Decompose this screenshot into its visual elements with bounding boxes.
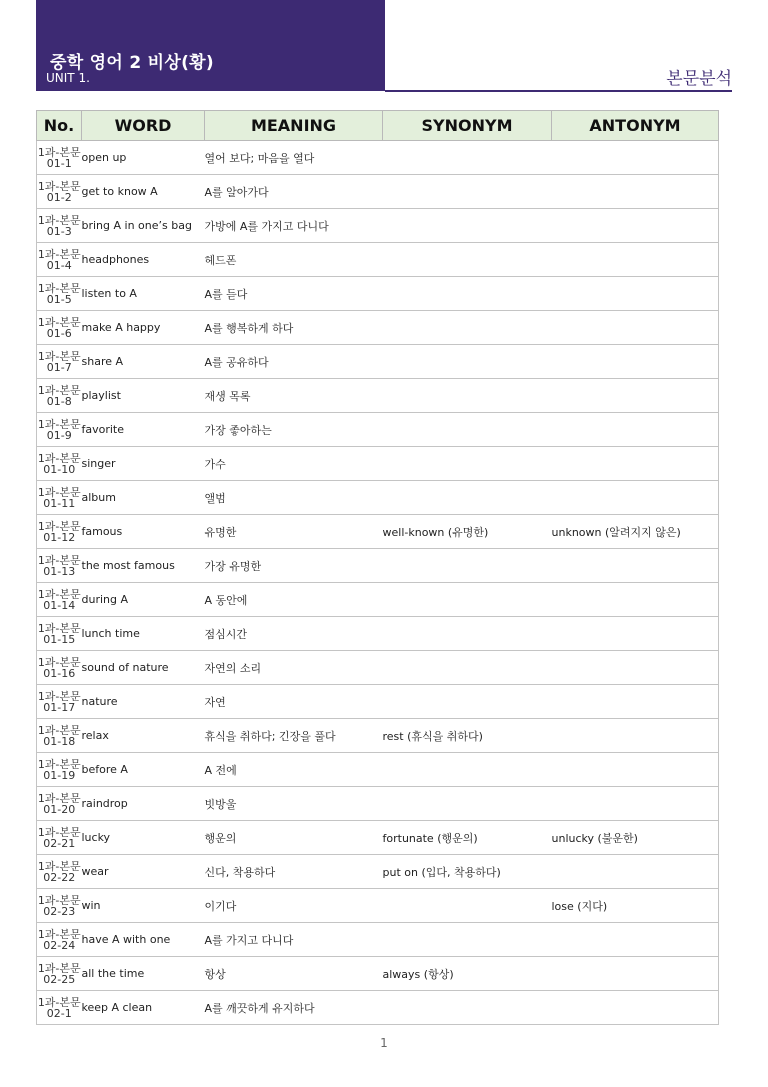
row-lesson-label: 1과-본문 bbox=[37, 213, 81, 227]
row-index-label: 01-3 bbox=[46, 224, 72, 238]
table-row bbox=[37, 855, 719, 889]
row-index-label: 01-1 bbox=[46, 156, 72, 170]
synonym-cell bbox=[383, 991, 552, 1025]
meaning-cell: 항상 bbox=[205, 957, 383, 991]
meaning-cell: A를 듣다 bbox=[205, 277, 383, 311]
meaning-cell: A 전에 bbox=[205, 753, 383, 787]
row-index-label: 01-13 bbox=[43, 564, 76, 578]
row-index-label: 01-7 bbox=[46, 360, 72, 374]
row-index-label: 02-22 bbox=[43, 870, 76, 884]
meaning-cell: A를 가지고 다니다 bbox=[205, 923, 383, 957]
antonym-cell bbox=[552, 923, 719, 957]
column-header-meaning: MEANING bbox=[205, 111, 383, 141]
table-row bbox=[37, 923, 719, 957]
meaning-cell: 행운의 bbox=[205, 821, 383, 855]
column-header-antonym: ANTONYM bbox=[552, 111, 719, 141]
meaning-cell: 앨범 bbox=[205, 481, 383, 515]
row-lesson-label: 1과-본문 bbox=[37, 587, 81, 601]
meaning-cell: 유명한 bbox=[205, 515, 383, 549]
word-cell: listen to A bbox=[82, 277, 205, 311]
synonym-cell bbox=[383, 583, 552, 617]
header-divider bbox=[385, 90, 732, 92]
antonym-cell: unlucky (불운한) bbox=[552, 821, 719, 855]
row-number-cell bbox=[37, 413, 82, 447]
table-row bbox=[37, 889, 719, 923]
word-cell: have A with one bbox=[82, 923, 205, 957]
row-index-label: 01-2 bbox=[46, 190, 72, 204]
row-lesson-label: 1과-본문 bbox=[37, 281, 81, 295]
table-row bbox=[37, 685, 719, 719]
meaning-cell: 이기다 bbox=[205, 889, 383, 923]
row-lesson-label: 1과-본문 bbox=[37, 383, 81, 397]
meaning-cell: 가수 bbox=[205, 447, 383, 481]
row-index-label: 01-19 bbox=[43, 768, 76, 782]
table-row bbox=[37, 413, 719, 447]
vocabulary-table bbox=[36, 110, 719, 1025]
table-body bbox=[37, 141, 719, 1025]
row-index-label: 02-23 bbox=[43, 904, 76, 918]
antonym-cell bbox=[552, 583, 719, 617]
meaning-cell: A를 알아가다 bbox=[205, 175, 383, 209]
antonym-cell bbox=[552, 209, 719, 243]
table-row bbox=[37, 379, 719, 413]
table-row bbox=[37, 175, 719, 209]
row-lesson-label: 1과-본문 bbox=[37, 315, 81, 329]
antonym-cell bbox=[552, 311, 719, 345]
antonym-cell bbox=[552, 753, 719, 787]
antonym-cell bbox=[552, 991, 719, 1025]
antonym-cell bbox=[552, 345, 719, 379]
antonym-cell bbox=[552, 617, 719, 651]
meaning-cell: A 동안에 bbox=[205, 583, 383, 617]
meaning-cell: 자연 bbox=[205, 685, 383, 719]
word-cell: bring A in one’s bag bbox=[82, 209, 205, 243]
table-row bbox=[37, 991, 719, 1025]
word-cell: lunch time bbox=[82, 617, 205, 651]
table-row bbox=[37, 617, 719, 651]
table-row bbox=[37, 957, 719, 991]
row-number-cell bbox=[37, 923, 82, 957]
table-header-row bbox=[37, 111, 719, 141]
row-lesson-label: 1과-본문 bbox=[37, 961, 81, 975]
row-number-cell bbox=[37, 345, 82, 379]
antonym-cell bbox=[552, 719, 719, 753]
row-index-label: 01-4 bbox=[46, 258, 72, 272]
row-index-label: 01-11 bbox=[43, 496, 76, 510]
word-cell: wear bbox=[82, 855, 205, 889]
row-lesson-label: 1과-본문 bbox=[37, 995, 81, 1009]
synonym-cell bbox=[383, 277, 552, 311]
synonym-cell: well-known (유명한) bbox=[383, 515, 552, 549]
synonym-cell bbox=[383, 447, 552, 481]
table-row bbox=[37, 753, 719, 787]
row-number-cell bbox=[37, 515, 82, 549]
synonym-cell bbox=[383, 175, 552, 209]
row-index-label: 02-25 bbox=[43, 972, 76, 986]
table-row bbox=[37, 549, 719, 583]
meaning-cell: A를 공유하다 bbox=[205, 345, 383, 379]
word-cell: keep A clean bbox=[82, 991, 205, 1025]
row-number-cell bbox=[37, 685, 82, 719]
meaning-cell: 가방에 A를 가지고 다니다 bbox=[205, 209, 383, 243]
meaning-cell: 재생 목록 bbox=[205, 379, 383, 413]
table-row bbox=[37, 209, 719, 243]
synonym-cell bbox=[383, 685, 552, 719]
word-cell: during A bbox=[82, 583, 205, 617]
word-cell: favorite bbox=[82, 413, 205, 447]
unit-label: UNIT 1. bbox=[46, 71, 90, 85]
antonym-cell: lose (지다) bbox=[552, 889, 719, 923]
row-lesson-label: 1과-본문 bbox=[37, 417, 81, 431]
row-number-cell bbox=[37, 991, 82, 1025]
synonym-cell: fortunate (행운의) bbox=[383, 821, 552, 855]
row-lesson-label: 1과-본문 bbox=[37, 791, 81, 805]
table-row bbox=[37, 243, 719, 277]
row-lesson-label: 1과-본문 bbox=[37, 927, 81, 941]
document-title: 중학 영어 2 비상(황) bbox=[50, 53, 214, 73]
row-number-cell bbox=[37, 821, 82, 855]
synonym-cell bbox=[383, 617, 552, 651]
word-cell: all the time bbox=[82, 957, 205, 991]
synonym-cell: rest (휴식을 취하다) bbox=[383, 719, 552, 753]
table-row bbox=[37, 651, 719, 685]
meaning-cell: 열어 보다; 마음을 열다 bbox=[205, 141, 383, 175]
row-lesson-label: 1과-본문 bbox=[37, 519, 81, 533]
word-cell: singer bbox=[82, 447, 205, 481]
row-lesson-label: 1과-본문 bbox=[37, 145, 81, 159]
row-number-cell bbox=[37, 719, 82, 753]
word-cell: the most famous bbox=[82, 549, 205, 583]
row-number-cell bbox=[37, 209, 82, 243]
word-cell: playlist bbox=[82, 379, 205, 413]
table-row bbox=[37, 141, 719, 175]
row-index-label: 01-6 bbox=[46, 326, 72, 340]
table-row bbox=[37, 821, 719, 855]
table-row bbox=[37, 719, 719, 753]
row-index-label: 01-8 bbox=[46, 394, 72, 408]
meaning-cell: 가장 좋아하는 bbox=[205, 413, 383, 447]
table-row bbox=[37, 447, 719, 481]
row-number-cell bbox=[37, 855, 82, 889]
row-index-label: 01-16 bbox=[43, 666, 76, 680]
synonym-cell bbox=[383, 243, 552, 277]
row-number-cell bbox=[37, 583, 82, 617]
row-number-cell bbox=[37, 481, 82, 515]
page-number: 1 bbox=[380, 1036, 388, 1050]
row-lesson-label: 1과-본문 bbox=[37, 485, 81, 499]
synonym-cell bbox=[383, 923, 552, 957]
table-row bbox=[37, 345, 719, 379]
word-cell: sound of nature bbox=[82, 651, 205, 685]
row-index-label: 01-12 bbox=[43, 530, 76, 544]
synonym-cell: put on (입다, 착용하다) bbox=[383, 855, 552, 889]
word-cell: nature bbox=[82, 685, 205, 719]
meaning-cell: 빗방울 bbox=[205, 787, 383, 821]
table-row bbox=[37, 311, 719, 345]
row-number-cell bbox=[37, 753, 82, 787]
row-number-cell bbox=[37, 141, 82, 175]
row-index-label: 02-21 bbox=[43, 836, 76, 850]
row-lesson-label: 1과-본문 bbox=[37, 757, 81, 771]
row-index-label: 01-10 bbox=[43, 462, 76, 476]
synonym-cell: always (항상) bbox=[383, 957, 552, 991]
row-index-label: 01-15 bbox=[43, 632, 76, 646]
table-row bbox=[37, 481, 719, 515]
row-number-cell bbox=[37, 787, 82, 821]
row-index-label: 01-5 bbox=[46, 292, 72, 306]
row-number-cell bbox=[37, 957, 82, 991]
table-row bbox=[37, 787, 719, 821]
row-index-label: 01-14 bbox=[43, 598, 76, 612]
row-lesson-label: 1과-본문 bbox=[37, 655, 81, 669]
row-lesson-label: 1과-본문 bbox=[37, 451, 81, 465]
meaning-cell: 점심시간 bbox=[205, 617, 383, 651]
word-cell: win bbox=[82, 889, 205, 923]
row-lesson-label: 1과-본문 bbox=[37, 689, 81, 703]
synonym-cell bbox=[383, 889, 552, 923]
row-number-cell bbox=[37, 617, 82, 651]
row-lesson-label: 1과-본문 bbox=[37, 553, 81, 567]
row-number-cell bbox=[37, 549, 82, 583]
word-cell: raindrop bbox=[82, 787, 205, 821]
section-label: 본문분석 bbox=[666, 69, 732, 89]
table-row bbox=[37, 515, 719, 549]
word-cell: open up bbox=[82, 141, 205, 175]
antonym-cell bbox=[552, 175, 719, 209]
synonym-cell bbox=[383, 651, 552, 685]
row-lesson-label: 1과-본문 bbox=[37, 893, 81, 907]
antonym-cell bbox=[552, 481, 719, 515]
row-number-cell bbox=[37, 447, 82, 481]
meaning-cell: 헤드폰 bbox=[205, 243, 383, 277]
meaning-cell: A를 깨끗하게 유지하다 bbox=[205, 991, 383, 1025]
word-cell: before A bbox=[82, 753, 205, 787]
row-number-cell bbox=[37, 651, 82, 685]
synonym-cell bbox=[383, 345, 552, 379]
synonym-cell bbox=[383, 413, 552, 447]
synonym-cell bbox=[383, 311, 552, 345]
antonym-cell: unknown (알려지지 않은) bbox=[552, 515, 719, 549]
antonym-cell bbox=[552, 379, 719, 413]
row-lesson-label: 1과-본문 bbox=[37, 349, 81, 363]
row-index-label: 01-18 bbox=[43, 734, 76, 748]
antonym-cell bbox=[552, 141, 719, 175]
meaning-cell: 휴식을 취하다; 긴장을 풀다 bbox=[205, 719, 383, 753]
word-cell: relax bbox=[82, 719, 205, 753]
row-number-cell bbox=[37, 277, 82, 311]
antonym-cell bbox=[552, 549, 719, 583]
row-number-cell bbox=[37, 311, 82, 345]
synonym-cell bbox=[383, 753, 552, 787]
row-number-cell bbox=[37, 379, 82, 413]
table-row bbox=[37, 583, 719, 617]
antonym-cell bbox=[552, 243, 719, 277]
row-number-cell bbox=[37, 243, 82, 277]
antonym-cell bbox=[552, 413, 719, 447]
row-index-label: 02-1 bbox=[46, 1006, 72, 1020]
antonym-cell bbox=[552, 787, 719, 821]
meaning-cell: 신다, 착용하다 bbox=[205, 855, 383, 889]
antonym-cell bbox=[552, 855, 719, 889]
antonym-cell bbox=[552, 651, 719, 685]
word-cell: album bbox=[82, 481, 205, 515]
word-cell: lucky bbox=[82, 821, 205, 855]
row-lesson-label: 1과-본문 bbox=[37, 825, 81, 839]
column-header-synonym: SYNONYM bbox=[383, 111, 552, 141]
row-lesson-label: 1과-본문 bbox=[37, 621, 81, 635]
word-cell: get to know A bbox=[82, 175, 205, 209]
table-row bbox=[37, 277, 719, 311]
synonym-cell bbox=[383, 787, 552, 821]
row-index-label: 01-9 bbox=[46, 428, 72, 442]
synonym-cell bbox=[383, 481, 552, 515]
header-banner bbox=[36, 0, 385, 91]
synonym-cell bbox=[383, 209, 552, 243]
column-header-no: No. bbox=[37, 111, 82, 141]
row-lesson-label: 1과-본문 bbox=[37, 179, 81, 193]
row-number-cell bbox=[37, 889, 82, 923]
antonym-cell bbox=[552, 277, 719, 311]
column-header-word: WORD bbox=[82, 111, 205, 141]
word-cell: famous bbox=[82, 515, 205, 549]
word-cell: make A happy bbox=[82, 311, 205, 345]
synonym-cell bbox=[383, 141, 552, 175]
synonym-cell bbox=[383, 379, 552, 413]
row-lesson-label: 1과-본문 bbox=[37, 723, 81, 737]
word-cell: headphones bbox=[82, 243, 205, 277]
row-lesson-label: 1과-본문 bbox=[37, 859, 81, 873]
antonym-cell bbox=[552, 447, 719, 481]
row-index-label: 01-17 bbox=[43, 700, 76, 714]
meaning-cell: 가장 유명한 bbox=[205, 549, 383, 583]
meaning-cell: 자연의 소리 bbox=[205, 651, 383, 685]
row-index-label: 02-24 bbox=[43, 938, 76, 952]
antonym-cell bbox=[552, 685, 719, 719]
row-index-label: 01-20 bbox=[43, 802, 76, 816]
word-cell: share A bbox=[82, 345, 205, 379]
meaning-cell: A를 행복하게 하다 bbox=[205, 311, 383, 345]
antonym-cell bbox=[552, 957, 719, 991]
row-lesson-label: 1과-본문 bbox=[37, 247, 81, 261]
synonym-cell bbox=[383, 549, 552, 583]
row-number-cell bbox=[37, 175, 82, 209]
